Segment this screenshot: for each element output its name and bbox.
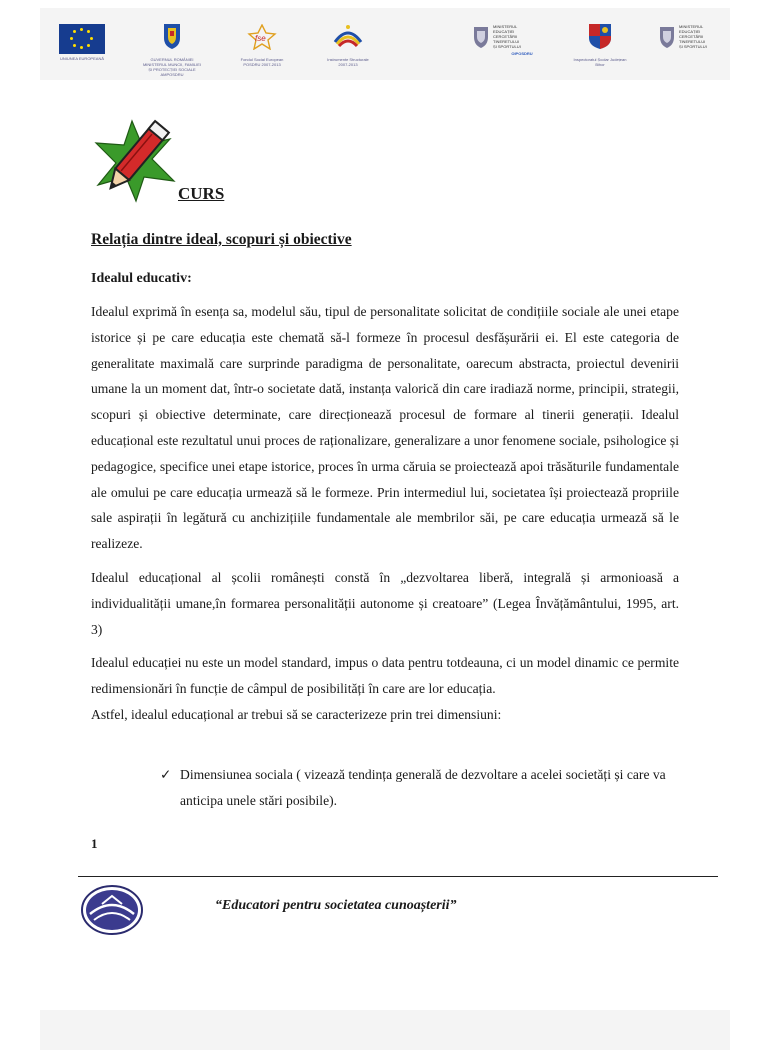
ministry-oiposdru-logo xyxy=(472,22,572,56)
fse-logo xyxy=(230,24,294,67)
inspectorate-crest-icon xyxy=(587,22,613,50)
oiposdru-caption: OIPOSDRU xyxy=(511,51,533,56)
ministry-caption: MINISTERUL EDUCAȚIEI CERCETĂRII TINERETULUI ȘI SPORTULUI xyxy=(493,24,521,49)
fse-star-icon xyxy=(247,24,277,50)
eu-caption: UNIUNEA EUROPEANĂ xyxy=(59,56,104,61)
intro-line: Astfel, idealul educațional ar trebui să se caracterizeze prin trei dimensiuni: xyxy=(91,706,502,722)
document-title: Relația dintre ideal, scopuri și obiective xyxy=(91,231,352,248)
fse-mark-text: fse xyxy=(255,34,266,43)
paragraph-1: Idealul exprimă în esența sa, modelul său, tipul de personalitate solicitat de condițiile sociale ale unei etape istorice și pe care educația este chemată să-l formeze în procesul desfășurării ei. El este categoria de generalitate maximală care surprinde paradigma de personalitate, oarecum abstracta, proiectul devenirii umane la un moment dat, într-o societate dată, instanța valorică din care iradiază norme, principii, strategii, scopuri și obiective determinate, care direcționează procesul de formare al tinerii generații. Idealul educațional este rezultatul unui proces de raționalizare, generalizare a unor fenomene sociale, psihologice și pedagogice, specifice unei etape istorice, proces în urma căruia se proiectează apoi trăsăturile fundamentale ale omului pe care educația urmează să le formeze. Prin intermediul lui, societatea își proiectează propriile sale aspirații în legătură cu anchizițiile fundamentale ale membrilor săi, pe care educația urmează să le realizeze. xyxy=(91,304,679,552)
coat-of-arms-icon xyxy=(162,22,182,50)
pencil-star-icon xyxy=(92,115,178,203)
structural-instruments-logo xyxy=(316,22,380,67)
page-number: 1 xyxy=(91,836,98,851)
bullet-text: Dimensiunea sociala ( vizează tendința generală de dezvoltare a acelei societăți și care va anticipa unele stări posibile). xyxy=(180,767,666,808)
footer-motto: “Educatori pentru societatea cunoașterii” xyxy=(215,898,457,913)
eu-logo xyxy=(52,24,112,61)
checkmark-icon: ✓ xyxy=(160,767,172,782)
section-subheading: Idealul educativ: xyxy=(91,271,192,286)
school-inspectorate-logo xyxy=(560,22,640,67)
eu-flag-icon xyxy=(59,24,105,54)
body-text xyxy=(91,299,679,736)
course-label: CURS xyxy=(178,184,225,203)
inspectorate-caption: Inspectoratul Școlar Județean Bihor xyxy=(573,57,627,67)
structural-instruments-icon xyxy=(331,22,365,50)
ministry-crest-icon xyxy=(472,23,490,49)
project-logo-icon xyxy=(80,884,144,936)
government-logo xyxy=(132,22,212,77)
paragraph-2: Idealul educațional al școlii românești constă în „dezvoltarea liberă, integrală și armonioasă a individualității umane,în formarea personalității autonome și creatoare” (Legea Învățământului, 1995, art. 3) xyxy=(91,569,679,637)
fse-caption: Fondul Social European POSDRU 2007-2013 xyxy=(240,57,284,67)
header-logo-strip xyxy=(40,8,730,80)
bullet-item xyxy=(160,762,680,814)
footer-logo-strip xyxy=(40,1010,730,1050)
ministry-crest-icon-right xyxy=(658,23,676,49)
government-caption: GUVERNUL ROMÂNIEI MINISTERUL MUNCII, FAMILIEI ȘI PROTECȚIEI SOCIALE AMPOSDRU xyxy=(142,57,202,77)
footer-divider xyxy=(78,876,718,877)
paragraph-3: Idealul educației nu este un model standard, impus o data pentru totdeauna, ci un model dinamic ce permite redimensionări în funcție de câmpul de posibilități în care are lor educația. xyxy=(91,655,679,697)
ministry-caption-right: MINISTERUL EDUCAȚIEI CERCETĂRII TINERETULUI ȘI SPORTULUI xyxy=(679,24,707,49)
structural-instruments-caption: Instrumente Structurale 2007-2013 xyxy=(327,57,369,67)
ministry-logo-right xyxy=(658,22,728,49)
